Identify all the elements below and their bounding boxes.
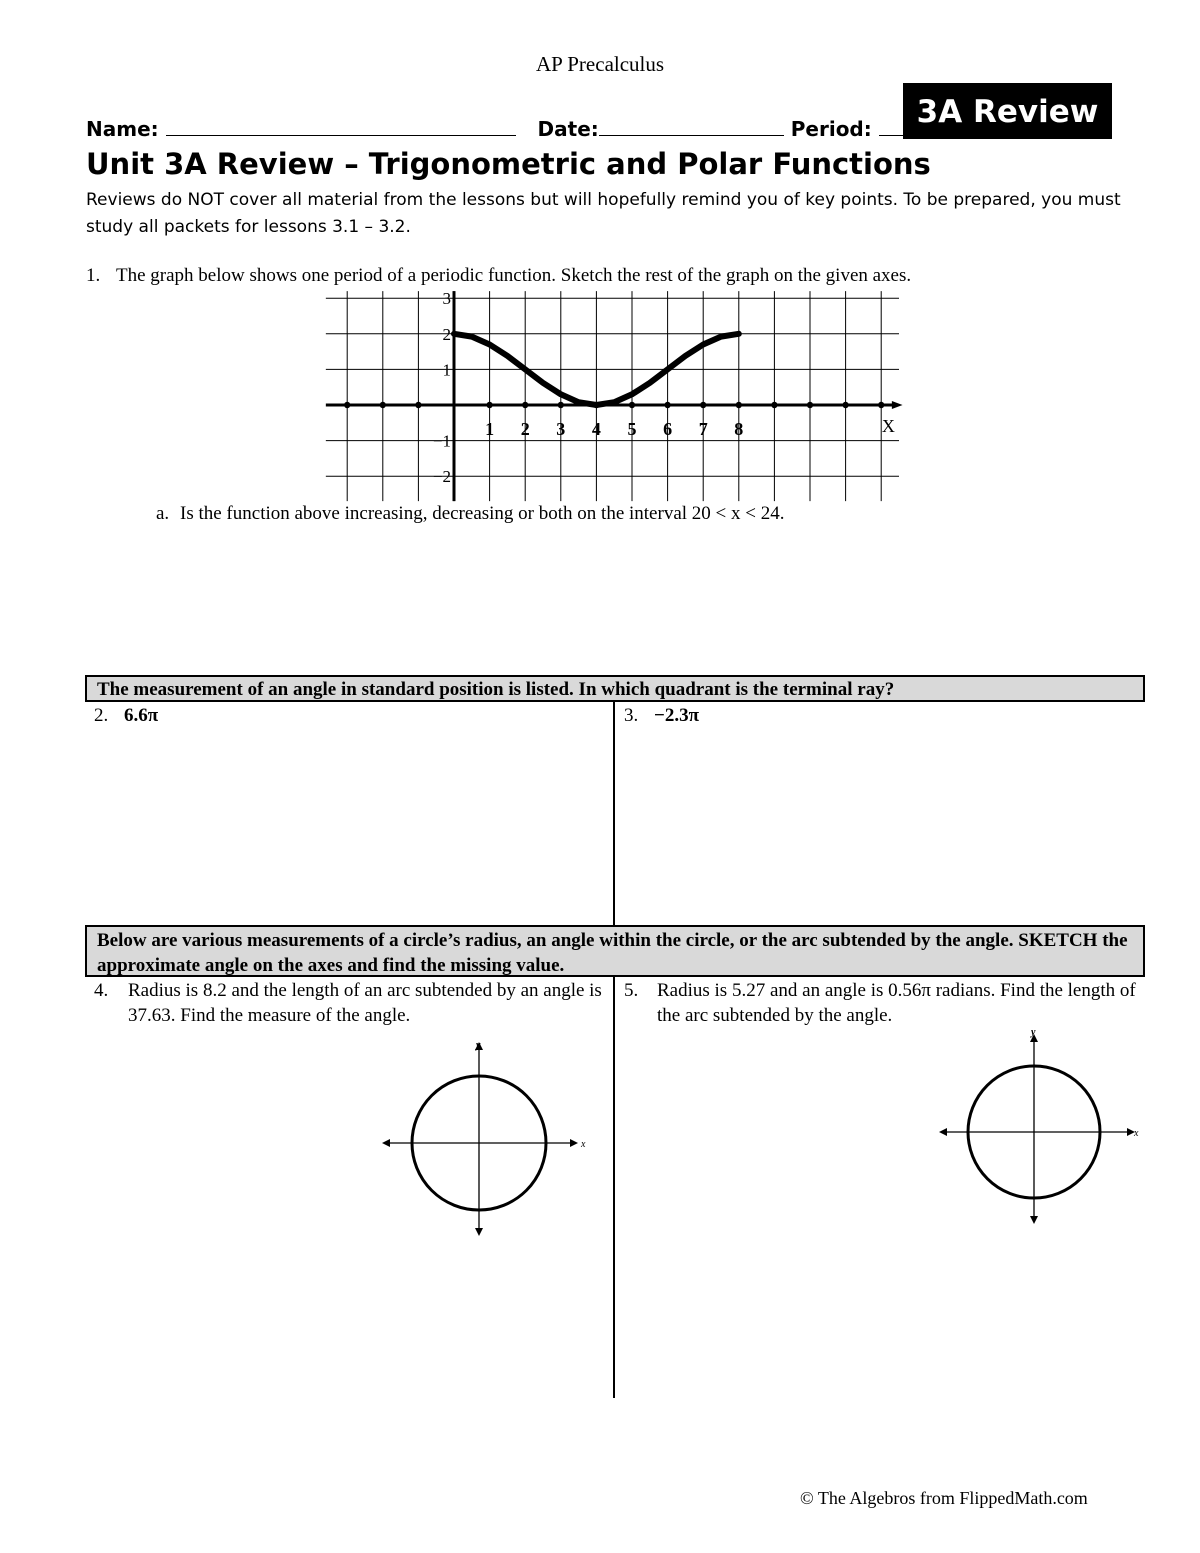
axis-tick-dot — [842, 402, 848, 408]
y-tick-label: 2 — [442, 324, 451, 344]
axis-tick-dot — [522, 402, 528, 408]
axis-tick-dot — [878, 402, 884, 408]
arrow-down-icon — [1030, 1216, 1038, 1224]
course-name: AP Precalculus — [535, 52, 665, 76]
x-tick-label: 2 — [520, 419, 530, 439]
x-tick-label: 8 — [734, 419, 744, 439]
question-2-number: 2. — [94, 705, 109, 726]
y-axis-label: y — [1031, 1027, 1036, 1038]
circle-axes-q4[interactable] — [378, 1038, 588, 1240]
y-tick-label: −1 — [432, 431, 451, 451]
question-1a — [156, 503, 784, 525]
axis-tick-dot — [344, 402, 350, 408]
footer-credit: © The Algebros from FlippedMath.com — [800, 1488, 1088, 1508]
x-axis-arrow-icon — [892, 401, 903, 409]
question-1-number: 1. — [86, 265, 101, 286]
x-tick-label: 3 — [556, 419, 566, 439]
intro-text: Reviews do NOT cover all material from the lessons but will hopefully remind you of key points. To be prepared, you must study all packets for lessons 3.1 – 3.2. — [86, 190, 1121, 237]
x-tick-label: 5 — [627, 419, 637, 439]
axis-tick-dot — [736, 402, 742, 408]
period-label: Period: — [790, 117, 872, 141]
axis-tick-dot — [415, 402, 421, 408]
question-3 — [624, 703, 699, 728]
question-4-number: 4. — [94, 980, 109, 1001]
x-tick-label: 1 — [485, 419, 495, 439]
x-tick-label: 6 — [663, 419, 673, 439]
arrow-left-icon — [382, 1139, 390, 1147]
question-1 — [86, 265, 911, 287]
axis-tick-dot — [664, 402, 670, 408]
name-blank[interactable] — [166, 117, 516, 136]
date-blank[interactable] — [599, 117, 784, 136]
axis-tick-dot — [629, 402, 635, 408]
axis-tick-dot — [771, 402, 777, 408]
arrow-right-icon — [570, 1139, 578, 1147]
y-axis-label: y — [476, 1040, 481, 1051]
circle-instructions: Below are various measurements of a circle’s radius, an angle within the circle, or the arc subtended by the angle. SKETCH the approximate angle on the axes and find the missing value. — [85, 925, 1145, 977]
circle-axes-q5[interactable] — [935, 1026, 1145, 1228]
question-2 — [94, 703, 158, 728]
x-tick-label: 7 — [698, 419, 708, 439]
arrow-down-icon — [475, 1228, 483, 1236]
axis-tick-dot — [807, 402, 813, 408]
column-divider-1 — [613, 702, 615, 925]
question-1-text: The graph below shows one period of a periodic function. Sketch the rest of the graph on the given axes. — [116, 265, 912, 286]
axis-tick-dot — [700, 402, 706, 408]
question-5 — [624, 978, 1139, 1028]
question-4-text: Radius is 8.2 and the length of an arc subtended by an angle is 37.63. Find the measure of the angle. — [128, 980, 602, 1026]
axis-tick-dot — [380, 402, 386, 408]
question-1a-label: a. — [156, 503, 170, 524]
x-axis-label: x — [581, 1139, 586, 1150]
page-title: Unit 3A Review – Trigonometric and Polar Functions — [86, 147, 931, 181]
periodic-function-graph[interactable] — [318, 288, 918, 503]
question-5-number: 5. — [624, 980, 639, 1001]
name-label: Name: — [86, 117, 159, 141]
question-2-value: 6.6π — [124, 705, 159, 726]
quadrant-instructions: The measurement of an angle in standard position is listed. In which quadrant is the terminal ray? — [85, 675, 1145, 702]
question-3-value: −2.3π — [654, 705, 699, 726]
question-3-number: 3. — [624, 705, 639, 726]
x-axis-label: x — [1134, 1128, 1139, 1139]
review-badge: 3A Review — [903, 83, 1112, 139]
column-divider-2 — [613, 977, 615, 1398]
question-1a-text: Is the function above increasing, decreasing or both on the interval 20 < x < 24. — [180, 503, 785, 524]
y-tick-label: −2 — [432, 467, 451, 487]
x-axis-label: X — [881, 416, 895, 436]
axis-tick-dot — [486, 402, 492, 408]
question-5-text: Radius is 5.27 and an angle is 0.56π radians. Find the length of the arc subtended by the angle. — [657, 980, 1136, 1026]
student-info-row — [86, 117, 931, 141]
axis-tick-dot — [558, 402, 564, 408]
y-tick-label: 3 — [442, 289, 451, 309]
x-tick-label: 4 — [591, 419, 601, 439]
arrow-left-icon — [939, 1128, 947, 1136]
y-tick-label: 1 — [442, 360, 451, 380]
question-4 — [94, 978, 604, 1028]
date-label: Date: — [537, 117, 599, 141]
